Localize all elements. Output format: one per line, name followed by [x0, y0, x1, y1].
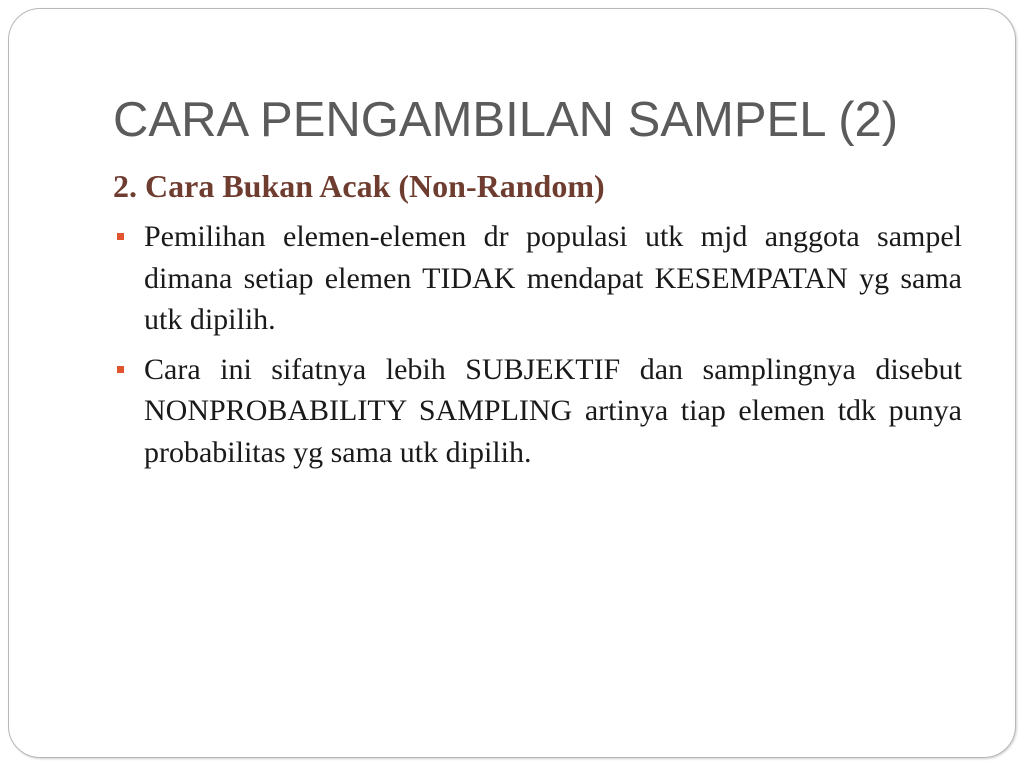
bullet-item [144, 349, 962, 474]
bullet-text: Pemilihan elemen-elemen dr populasi utk mjd anggota sampel dimana setiap elemen TIDAK mendapat KESEMPATAN yg sama utk dipilih. [144, 220, 962, 336]
bullet-text: Cara ini sifatnya lebih SUBJEKTIF dan samplingnya disebut NONPROBABILITY SAMPLING artinya tiap elemen tdk punya probabilitas yg sama utk dipilih. [144, 352, 962, 469]
bullet-list [144, 216, 962, 481]
square-bullet-icon [117, 233, 124, 240]
bullet-item [144, 216, 962, 341]
square-bullet-icon [117, 366, 124, 373]
slide-title: CARA PENGAMBILAN SAMPEL (2) [113, 93, 899, 147]
section-subheading: 2. Cara Bukan Acak (Non-Random) [113, 168, 605, 204]
